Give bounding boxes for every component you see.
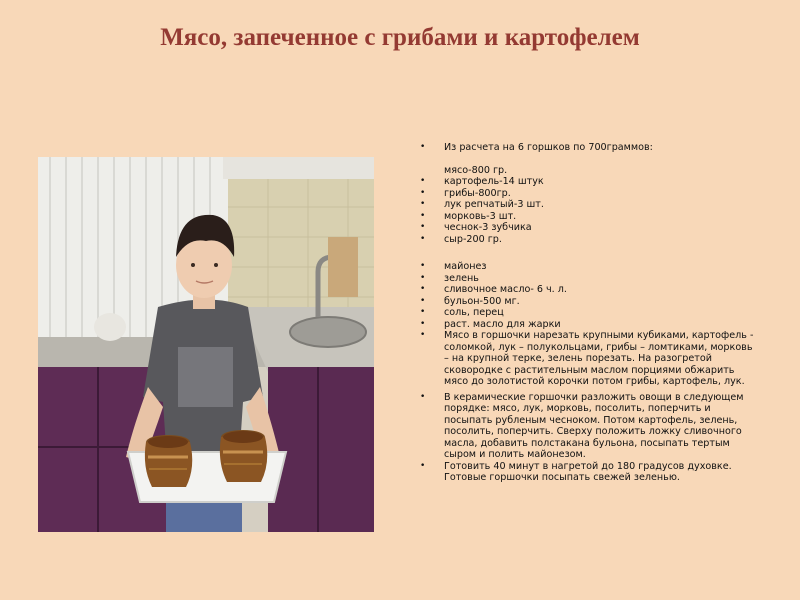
ingredient: сыр-200 гр. <box>444 233 502 245</box>
recipe-step: В керамические горшочки разложить овощи в следующем порядке: мясо, лук, морковь, посолить, поперчить и посыпать рубленым чесноком. Потом картофель, зелень, посолить, поперчить. Сверху положить ложку сливочного масла, добавить полстакана бульона, посыпать тертым сыром и полить майонезом. <box>444 391 744 460</box>
bullet-icon: • <box>420 307 426 317</box>
ingredient-meat: мясо-800 гр. <box>444 164 508 176</box>
ingredient: грибы-800гр. <box>444 187 511 199</box>
extra-ingredient: соль, перец <box>444 307 504 318</box>
list-item <box>420 199 760 211</box>
recipe-list <box>420 142 760 245</box>
bullet-icon: • <box>420 210 426 221</box>
bullet-icon: • <box>420 142 426 152</box>
extra-ingredient: раст. масло для жарки <box>444 318 561 330</box>
list-item <box>420 461 760 484</box>
ingredient: чеснок-3 зубчика <box>444 222 532 233</box>
recipe-text <box>420 142 760 484</box>
bullet-icon: • <box>420 391 426 402</box>
extra-ingredient: майонез <box>444 261 487 272</box>
intro-text: Из расчета на 6 горшков по 700граммов: <box>444 142 653 153</box>
list-item <box>420 319 760 331</box>
bullet-icon: • <box>420 176 426 186</box>
list-item <box>420 176 760 188</box>
list-item-intro <box>420 142 760 176</box>
list-item <box>420 273 760 285</box>
list-item <box>420 234 760 246</box>
list-item <box>420 211 760 223</box>
ingredient: картофель-14 штук <box>444 176 544 187</box>
bullet-icon: • <box>420 261 426 271</box>
photo-illustration <box>38 157 374 532</box>
recipe-photo <box>38 157 374 532</box>
ingredient: лук репчатый-3 шт. <box>444 199 544 210</box>
bullet-icon: • <box>420 272 426 283</box>
list-item <box>420 296 760 308</box>
bullet-icon: • <box>420 284 426 294</box>
bullet-icon: • <box>420 233 426 244</box>
list-item <box>420 188 760 200</box>
list-item <box>420 388 760 461</box>
list-item <box>420 330 760 388</box>
bullet-icon: • <box>420 222 426 232</box>
extra-ingredient: сливочное масло- 6 ч. л. <box>444 284 567 295</box>
list-item <box>420 307 760 319</box>
bullet-icon: • <box>420 295 426 306</box>
extras-list <box>420 261 760 484</box>
bullet-icon: • <box>420 460 426 471</box>
list-item <box>420 261 760 273</box>
ingredient: морковь-3 шт. <box>444 210 517 222</box>
list-item <box>420 284 760 296</box>
slide-title: Мясо, запеченное с грибами и картофелем <box>160 24 640 51</box>
recipe-step: Готовить 40 минут в нагретой до 180 градусов духовке. Готовые горшочки посыпать свежей зеленью. <box>444 460 732 483</box>
bullet-icon: • <box>420 187 426 198</box>
bullet-icon: • <box>420 199 426 209</box>
bullet-icon: • <box>420 318 426 329</box>
bullet-icon: • <box>420 330 426 340</box>
list-item <box>420 222 760 234</box>
recipe-step: Мясо в горшочки нарезать крупными кубиками, картофель - соломкой, лук – полукольцами, грибы – ломтиками, морковь – на крупной терке, зелень порезать. На разогретой сковородке с растительным маслом порциями обжарить мясо до золотистой корочки потом грибы, картофель, лук. <box>444 330 754 387</box>
extra-ingredient: зелень <box>444 272 479 284</box>
extra-ingredient: бульон-500 мг. <box>444 295 520 307</box>
